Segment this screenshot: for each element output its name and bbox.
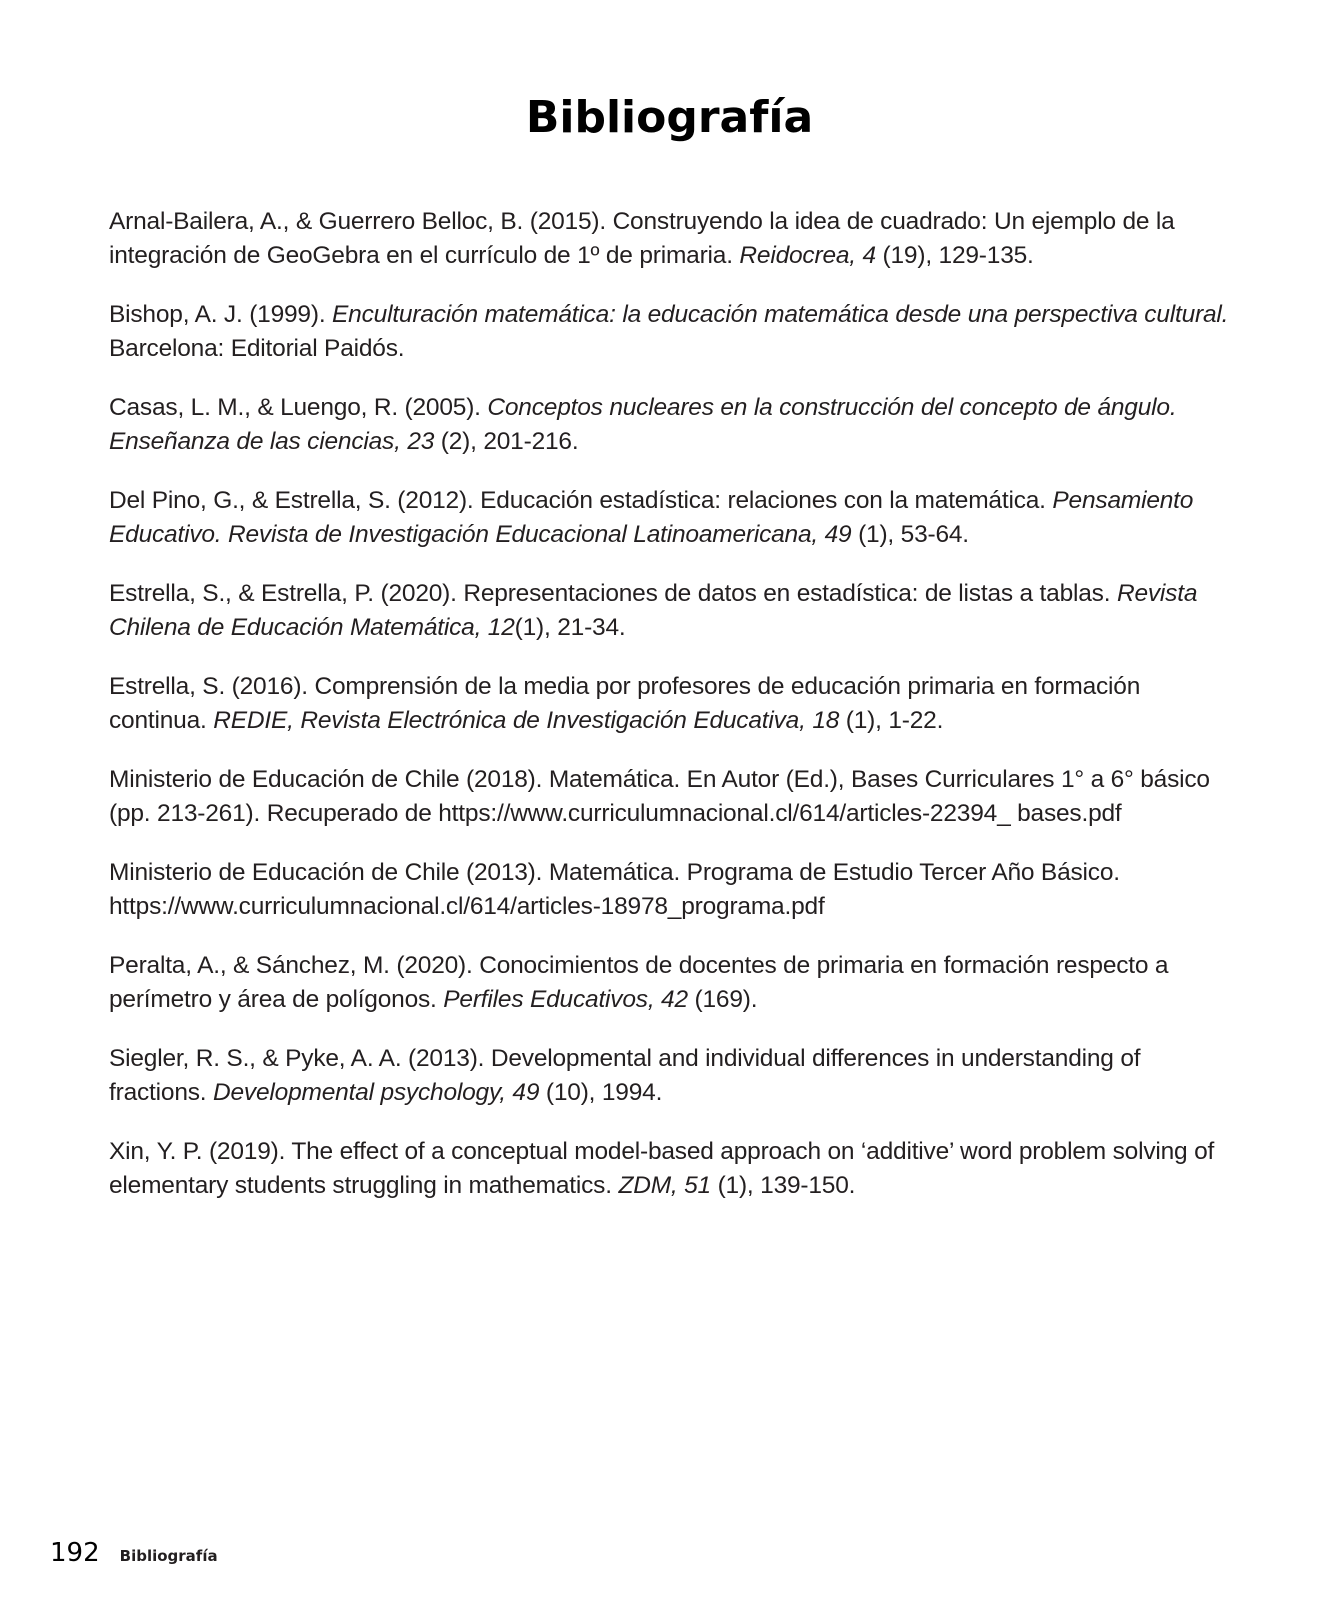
- reference-source: Reidocrea, 4: [739, 242, 876, 269]
- reference-details: (10), 1994.: [539, 1079, 663, 1106]
- reference-item: [109, 205, 1229, 273]
- reference-details: (1), 1-22.: [839, 707, 944, 734]
- reference-text: Casas, L. M., & Luengo, R. (2005).: [109, 394, 488, 421]
- reference-details: (1), 21-34.: [514, 614, 626, 641]
- reference-source: Conceptos nucleares en la construcción del concepto de ángulo. Enseñanza de las ciencias, 23: [109, 394, 1177, 455]
- reference-source: REDIE, Revista Electrónica de Investigación Educativa, 18: [213, 707, 840, 734]
- reference-text: Bishop, A. J. (1999).: [109, 301, 333, 328]
- reference-source: Pensamiento Educativo. Revista de Investigación Educacional Latinoamericana, 49: [109, 487, 1194, 548]
- footer-section-label: Bibliografía: [119, 1547, 218, 1565]
- reference-item: [109, 298, 1229, 366]
- page-title: Bibliografía: [525, 92, 814, 143]
- reference-text: Xin, Y. P. (2019). The effect of a conceptual model-based approach on ‘additive’ word problem solving of elementary students struggling in mathematics.: [109, 1138, 1215, 1199]
- reference-item: [109, 577, 1229, 645]
- reference-source: Revista Chilena de Educación Matemática, 12: [109, 580, 1198, 641]
- reference-details: (1), 139-150.: [710, 1172, 856, 1199]
- reference-details: (1), 53-64.: [851, 521, 969, 548]
- page-footer: [50, 1538, 218, 1574]
- reference-text: Ministerio de Educación de Chile (2013). Matemática. Programa de Estudio Tercer Año Básico. https://www.curriculumnacional.cl/614/articles-18978_programa.pdf: [109, 859, 1120, 920]
- reference-text: Siegler, R. S., & Pyke, A. A. (2013). Developmental and individual differences in understanding of fractions.: [109, 1045, 1141, 1106]
- reference-item: [109, 391, 1229, 459]
- reference-source: ZDM, 51: [618, 1172, 711, 1199]
- reference-item: [109, 763, 1229, 831]
- reference-text: Peralta, A., & Sánchez, M. (2020). Conocimientos de docentes de primaria en formación respecto a perímetro y área de polígonos.: [109, 952, 1169, 1013]
- reference-item: [109, 856, 1229, 924]
- reference-details: Barcelona: Editorial Paidós.: [109, 335, 405, 362]
- reference-details: (169).: [687, 986, 758, 1013]
- reference-source: Developmental psychology, 49: [213, 1079, 540, 1106]
- page-number: 192: [50, 1538, 100, 1568]
- reference-list: [109, 205, 1229, 1228]
- reference-item: [109, 670, 1229, 738]
- reference-text: Del Pino, G., & Estrella, S. (2012). Educación estadística: relaciones con la matemática.: [109, 487, 1053, 514]
- reference-text: Estrella, S. (2016). Comprensión de la media por profesores de educación primaria en formación continua.: [109, 673, 1141, 734]
- reference-source: Enculturación matemática: la educación matemática desde una perspectiva cultural.: [332, 301, 1229, 328]
- reference-item: [109, 949, 1229, 1017]
- reference-source: Perfiles Educativos, 42: [443, 986, 688, 1013]
- reference-details: (19), 129-135.: [875, 242, 1034, 269]
- reference-item: [109, 1042, 1229, 1110]
- reference-text: Ministerio de Educación de Chile (2018). Matemática. En Autor (Ed.), Bases Curriculares 1° a 6° básico (pp. 213-261). Recuperado de https://www.curriculumnacional.cl/614/articles-22394_ bases.pdf: [109, 766, 1210, 827]
- reference-item: [109, 1135, 1229, 1203]
- reference-text: Estrella, S., & Estrella, P. (2020). Representaciones de datos en estadística: de listas a tablas.: [109, 580, 1117, 607]
- reference-text: Arnal-Bailera, A., & Guerrero Belloc, B. (2015). Construyendo la idea de cuadrado: Un ejemplo de la integración de GeoGebra en el currículo de 1º de primaria.: [109, 208, 1175, 269]
- reference-item: [109, 484, 1229, 552]
- reference-details: (2), 201-216.: [434, 428, 579, 455]
